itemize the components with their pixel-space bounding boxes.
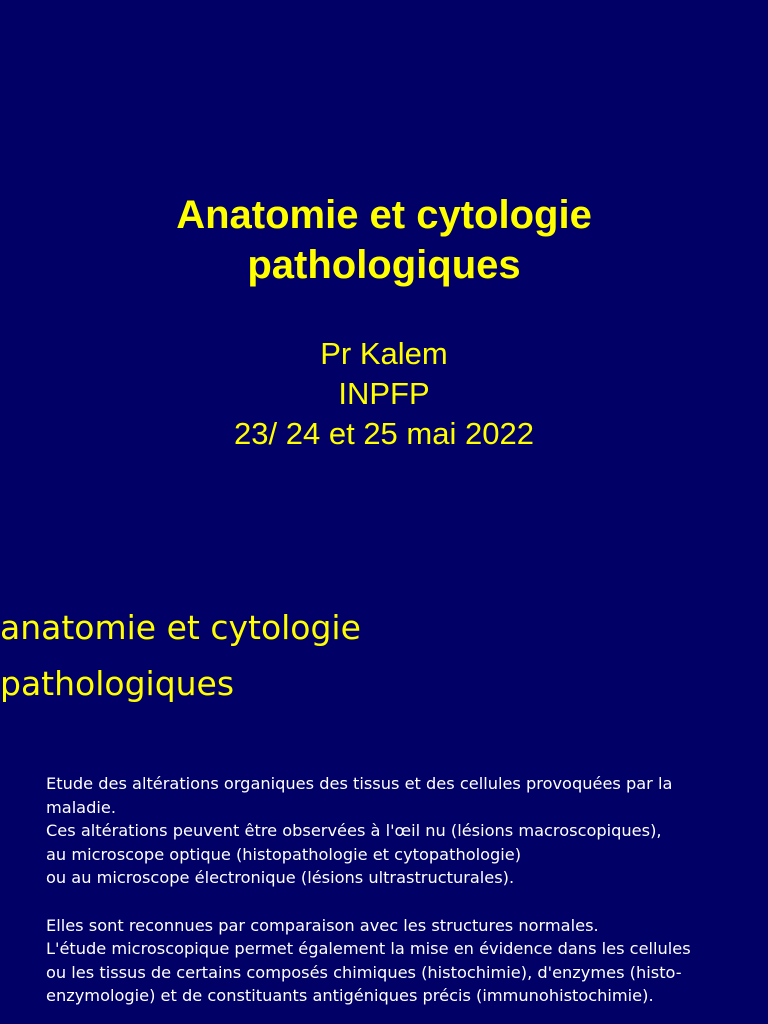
paragraph-gap (46, 890, 736, 914)
section-title (0, 600, 768, 712)
section-title-line-2: pathologiques (0, 664, 235, 703)
body-line: L'étude microscopique permet également la mise en évidence dans les cellules (46, 939, 691, 959)
section-body (46, 772, 736, 1008)
body-line: ou les tissus de certains composés chimiques (histochimie), d'enzymes (histo- (46, 962, 682, 982)
author-name: Pr Kalem (320, 336, 448, 371)
body-line: Ces altérations peuvent être observées à l'œil nu (lésions macroscopiques), (46, 821, 662, 841)
body-line: enzymologie) et de constituants antigéniques précis (immunohistochimie). (46, 986, 654, 1006)
body-line: Elles sont reconnues par comparaison avec les structures normales. (46, 915, 599, 935)
slide-title-line-1: Anatomie et cytologie (176, 193, 592, 237)
body-line: au microscope optique (histopathologie et cytopathologie) (46, 844, 522, 864)
slide-subtitle (0, 334, 768, 454)
body-line: maladie. (46, 797, 116, 817)
body-line: ou au microscope électronique (lésions ultrastructurales). (46, 868, 515, 888)
section-title-line-1: anatomie et cytologie (0, 608, 361, 647)
institution-name: INPFP (338, 376, 430, 411)
slide-title (0, 190, 768, 290)
presentation-date: 23/ 24 et 25 mai 2022 (234, 416, 534, 451)
slide-title-line-2: pathologiques (247, 243, 521, 287)
body-line: Etude des altérations organiques des tissus et des cellules provoquées par la (46, 774, 673, 793)
